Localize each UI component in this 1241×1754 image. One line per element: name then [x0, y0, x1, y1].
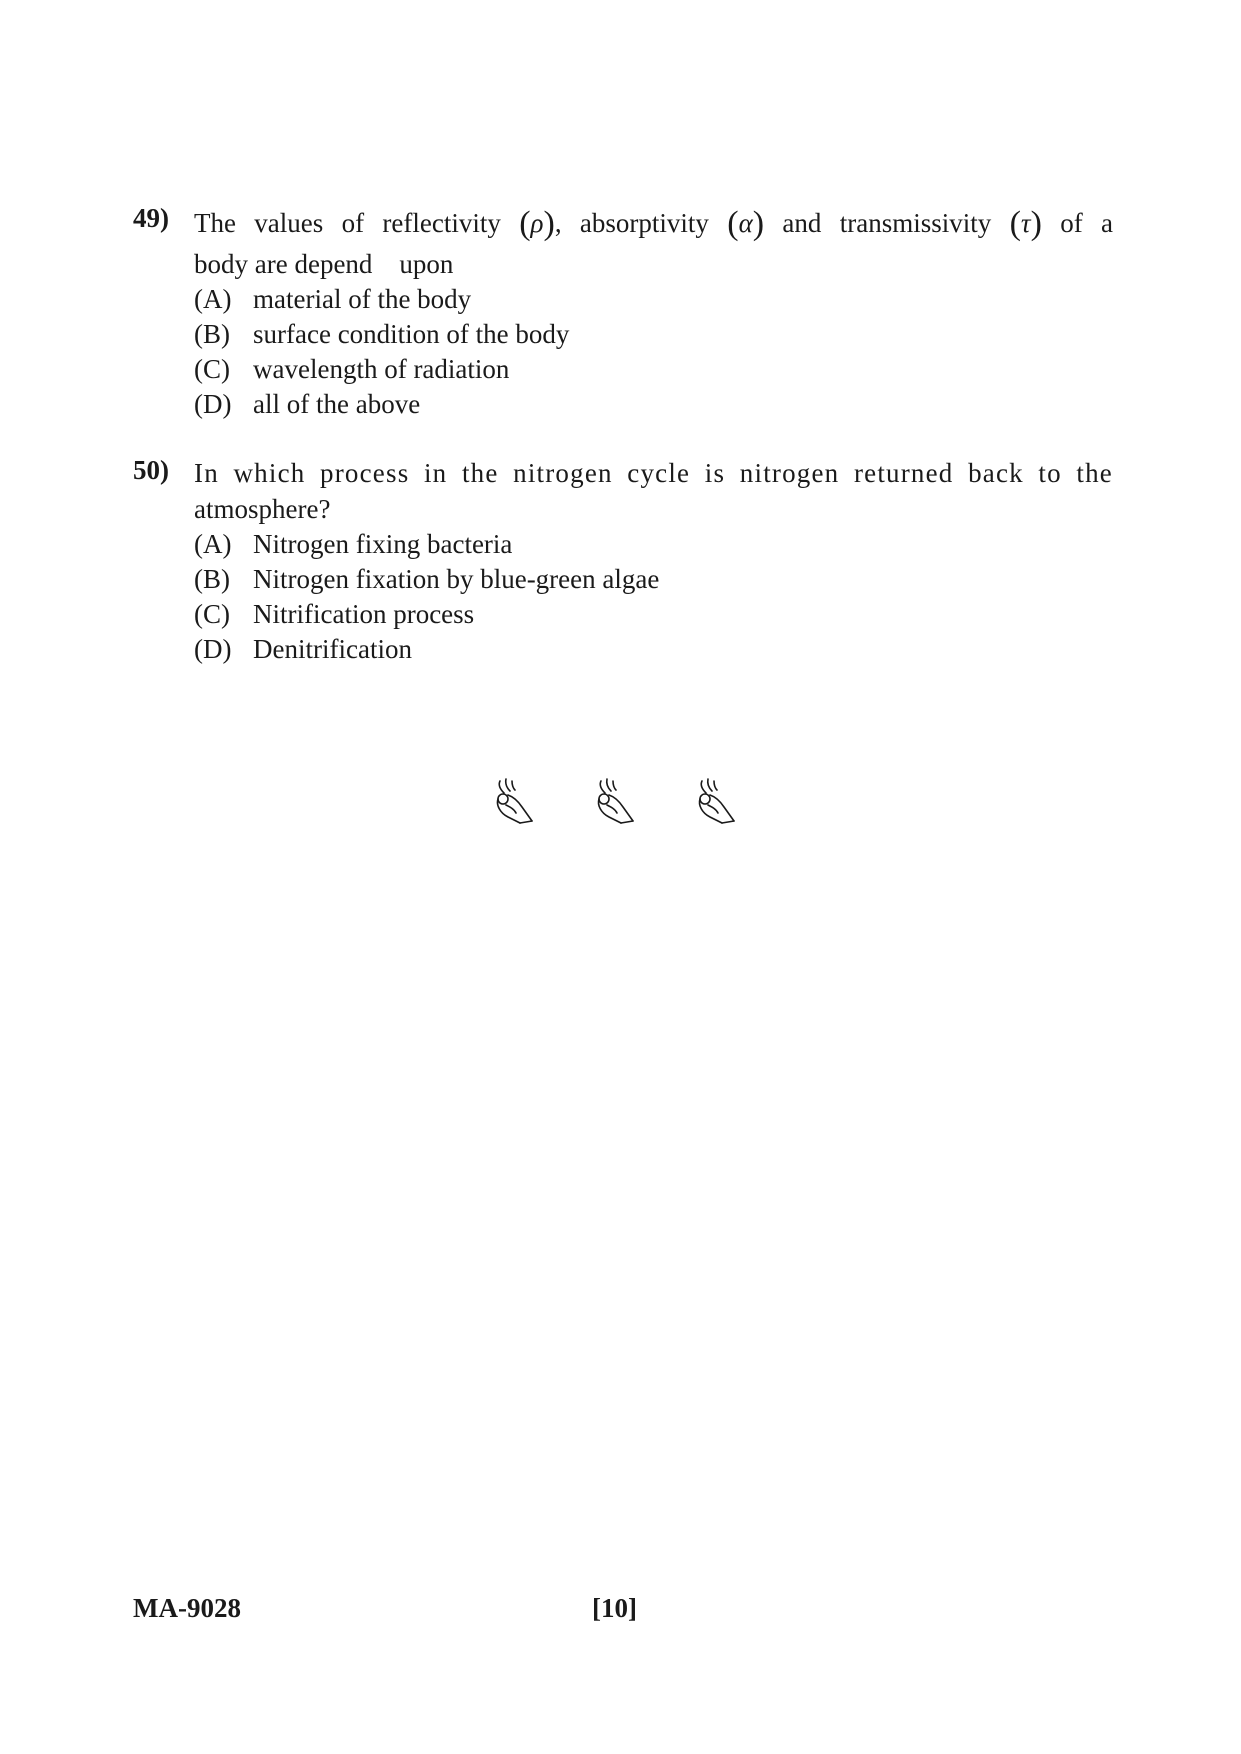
question-text-segment: of a	[1060, 208, 1114, 238]
option-text: material of the body	[253, 284, 472, 314]
alpha-symbol: α	[738, 208, 753, 238]
page-number: [10]	[592, 1593, 637, 1623]
option-label: (A)	[194, 284, 232, 314]
option-label: (B)	[194, 564, 230, 594]
question-text-line-2: atmosphere?	[194, 494, 331, 524]
option-c[interactable]	[194, 352, 1113, 387]
question-number: 50)	[133, 455, 169, 485]
question-number: 49)	[133, 203, 169, 233]
ok-hand-icon	[593, 775, 639, 825]
question-text-segment: , absorptivity	[554, 208, 709, 238]
option-text: Nitrification process	[253, 599, 475, 629]
answer-options	[194, 527, 1113, 667]
ok-hand-icon	[492, 775, 538, 825]
option-label: (D)	[194, 634, 232, 664]
question-text-line-1: In which process in the nitrogen cycle is nitrogen returned back to the	[194, 458, 1113, 488]
option-b[interactable]	[194, 562, 1113, 597]
option-label: (A)	[194, 529, 232, 559]
rho-symbol: ρ	[530, 208, 544, 238]
option-a[interactable]	[194, 527, 1113, 562]
option-d[interactable]	[194, 632, 1113, 667]
question-text-line-2: body are depend upon	[194, 249, 454, 279]
option-c[interactable]	[194, 597, 1113, 632]
option-text: all of the above	[253, 389, 421, 419]
end-ornaments	[0, 775, 1241, 835]
option-a[interactable]	[194, 282, 1113, 317]
answer-options	[194, 282, 1113, 422]
option-text: Nitrogen fixation by blue-green algae	[253, 564, 660, 594]
option-b[interactable]	[194, 317, 1113, 352]
option-text: surface condition of the body	[253, 319, 570, 349]
option-label: (C)	[194, 599, 230, 629]
option-label: (C)	[194, 354, 230, 384]
option-text: Denitrification	[253, 634, 412, 664]
option-label: (D)	[194, 389, 232, 419]
question-text-line-1: The values of reflectivity (ρ), absorptivity (α) and transmissivity (τ) of a	[194, 205, 1114, 242]
question-50	[133, 455, 1113, 667]
question-49	[133, 200, 1113, 422]
tau-symbol: τ	[1020, 208, 1031, 238]
question-text-segment: The values of reflectivity	[194, 208, 501, 238]
option-d[interactable]	[194, 387, 1113, 422]
option-label: (B)	[194, 319, 230, 349]
paper-code: MA-9028	[133, 1593, 241, 1623]
option-text: Nitrogen fixing bacteria	[253, 529, 513, 559]
option-text: wavelength of radiation	[253, 354, 510, 384]
question-text-segment: and transmissivity	[782, 208, 992, 238]
ok-hand-icon	[694, 775, 740, 825]
